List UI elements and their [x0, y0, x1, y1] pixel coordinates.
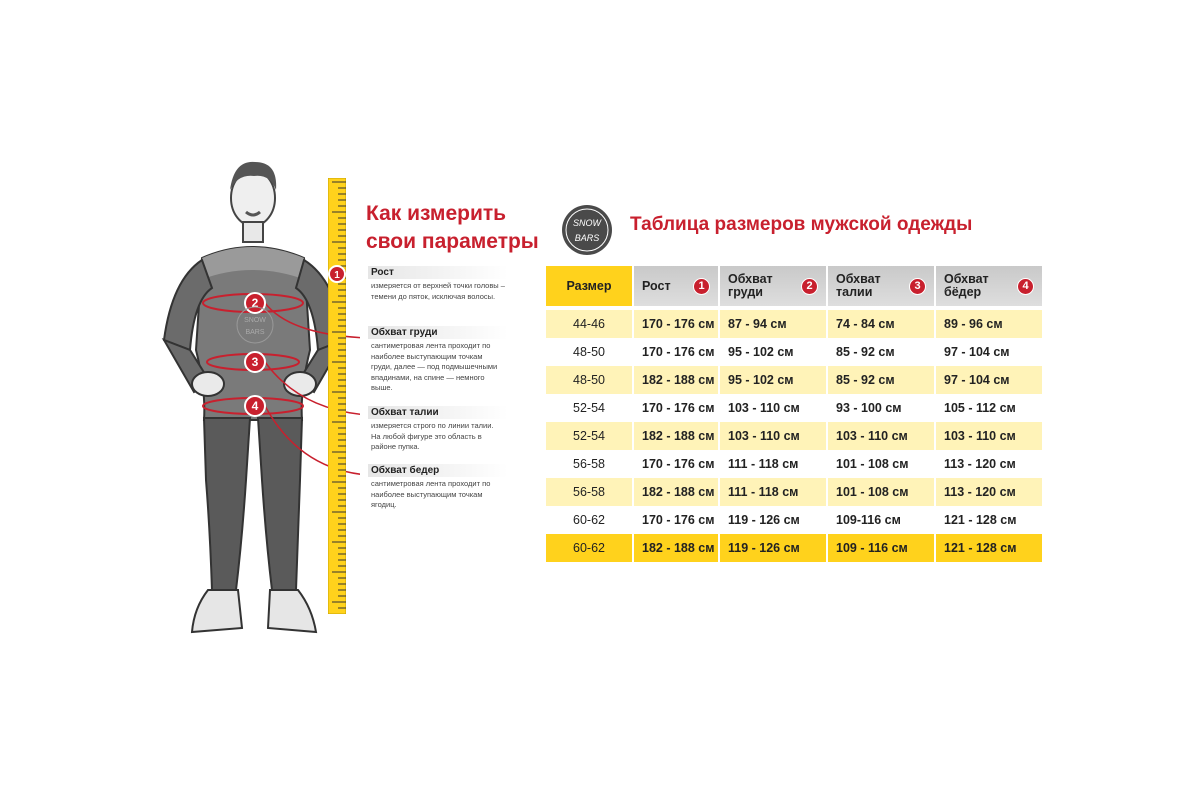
header-chest [720, 266, 826, 306]
note-hips-text: сантиметровая лента проходит по наиболее выступающим точкам ягодиц. [371, 479, 491, 509]
table-cell: 48-50 [546, 366, 632, 394]
table-cell: 182 - 188 см [634, 478, 718, 506]
header-hips-label-1: Обхват [944, 272, 989, 286]
table-cell: 48-50 [546, 338, 632, 366]
table-cell: 101 - 108 см [828, 478, 934, 506]
table-row [546, 478, 1042, 506]
table-cell: 103 - 110 см [828, 422, 934, 450]
measure-title-line-2: свои параметры [366, 230, 539, 253]
table-row [546, 338, 1042, 366]
table-row [546, 534, 1042, 562]
table-cell: 101 - 108 см [828, 450, 934, 478]
table-cell: 170 - 176 см [634, 506, 718, 534]
table-cell: 60-62 [546, 506, 632, 534]
table-cell: 85 - 92 см [828, 338, 934, 366]
table-cell: 111 - 118 см [720, 450, 826, 478]
table-cell: 93 - 100 см [828, 394, 934, 422]
table-cell: 182 - 188 см [634, 366, 718, 394]
figure-logo-text-2: BARS [245, 329, 265, 336]
table-cell: 97 - 104 см [936, 366, 1042, 394]
table-cell: 170 - 176 см [634, 338, 718, 366]
marker-3-label: 3 [251, 355, 259, 369]
table-cell: 170 - 176 см [634, 394, 718, 422]
table-cell: 95 - 102 см [720, 366, 826, 394]
table-row [546, 366, 1042, 394]
table-cell: 97 - 104 см [936, 338, 1042, 366]
note-hips-title: Обхват бедер [368, 464, 508, 477]
note-height-text: измеряется от верхней точки головы – темени до пяток, исключая волосы. [371, 281, 505, 301]
note-height-title: Рост [368, 266, 508, 279]
table-cell: 103 - 110 см [936, 422, 1042, 450]
header-waist-label-1: Обхват [836, 272, 881, 286]
table-cell: 56-58 [546, 450, 632, 478]
header-chest-label-2: груди [728, 285, 763, 299]
table-row [546, 450, 1042, 478]
table-row [546, 310, 1042, 338]
header-waist [828, 266, 934, 306]
figure-logo-text-1: SNOW [244, 317, 266, 324]
table-cell: 121 - 128 см [936, 506, 1042, 534]
table-cell: 95 - 102 см [720, 338, 826, 366]
note-height [368, 266, 508, 302]
note-waist-text: измеряется строго по линии талии. На любой фигуре это область в районе пупка. [371, 421, 494, 451]
note-waist [368, 406, 508, 453]
header-waist-label-2: талии [836, 285, 873, 299]
table-title: Таблица размеров мужской одежды [630, 214, 973, 235]
measure-title-line-1: Как измерить [366, 202, 507, 225]
size-table [544, 266, 1044, 562]
header-waist-badge: 3 [909, 278, 926, 295]
header-size [546, 266, 632, 306]
table-cell: 85 - 92 см [828, 366, 934, 394]
table-cell: 121 - 128 см [936, 534, 1042, 562]
note-chest-text: сантиметровая лента проходит по наиболее выступающим точкам груди, далее — под подмышечными впадинами, на спине — немного выше. [371, 341, 498, 392]
table-cell: 89 - 96 см [936, 310, 1042, 338]
table-row [546, 506, 1042, 534]
table-cell: 103 - 110 см [720, 422, 826, 450]
table-cell: 52-54 [546, 422, 632, 450]
table-row [546, 422, 1042, 450]
table-row [546, 394, 1042, 422]
logo-text-snow: SNOW [573, 218, 601, 228]
snowbars-logo [560, 203, 614, 257]
note-waist-title: Обхват талии [368, 406, 508, 419]
measuring-ruler [328, 178, 346, 614]
table-cell: 52-54 [546, 394, 632, 422]
table-cell: 60-62 [546, 534, 632, 562]
ruler-marker-1-label: 1 [334, 270, 340, 281]
table-cell: 74 - 84 см [828, 310, 934, 338]
header-hips [936, 266, 1042, 306]
table-cell: 170 - 176 см [634, 310, 718, 338]
table-cell: 113 - 120 см [936, 478, 1042, 506]
header-chest-badge: 2 [801, 278, 818, 295]
marker-2-label: 2 [251, 296, 259, 310]
note-chest-title: Обхват груди [368, 326, 508, 339]
table-cell: 170 - 176 см [634, 450, 718, 478]
table-cell: 109 - 116 см [828, 534, 934, 562]
header-height-badge: 1 [693, 278, 710, 295]
marker-4-label: 4 [251, 399, 259, 413]
note-hips [368, 464, 508, 511]
logo-text-bars: BARS [574, 233, 600, 243]
header-hips-badge: 4 [1017, 278, 1034, 295]
table-body [546, 306, 1042, 562]
table-cell: 119 - 126 см [720, 506, 826, 534]
table-cell: 109-116 см [828, 506, 934, 534]
note-chest [368, 326, 508, 394]
header-size-label: Размер [566, 278, 612, 293]
table-cell: 44-46 [546, 310, 632, 338]
table-cell: 56-58 [546, 478, 632, 506]
header-hips-label-2: бёдер [944, 285, 982, 299]
measure-title [366, 200, 539, 256]
table-header-row [546, 266, 1042, 306]
table-cell: 87 - 94 см [720, 310, 826, 338]
table-cell: 182 - 188 см [634, 534, 718, 562]
table-cell: 113 - 120 см [936, 450, 1042, 478]
header-chest-label-1: Обхват [728, 272, 773, 286]
header-height [634, 266, 718, 306]
table-cell: 105 - 112 см [936, 394, 1042, 422]
table-cell: 119 - 126 см [720, 534, 826, 562]
table-cell: 103 - 110 см [720, 394, 826, 422]
table-cell: 111 - 118 см [720, 478, 826, 506]
header-height-label: Рост [642, 278, 671, 293]
table-cell: 182 - 188 см [634, 422, 718, 450]
